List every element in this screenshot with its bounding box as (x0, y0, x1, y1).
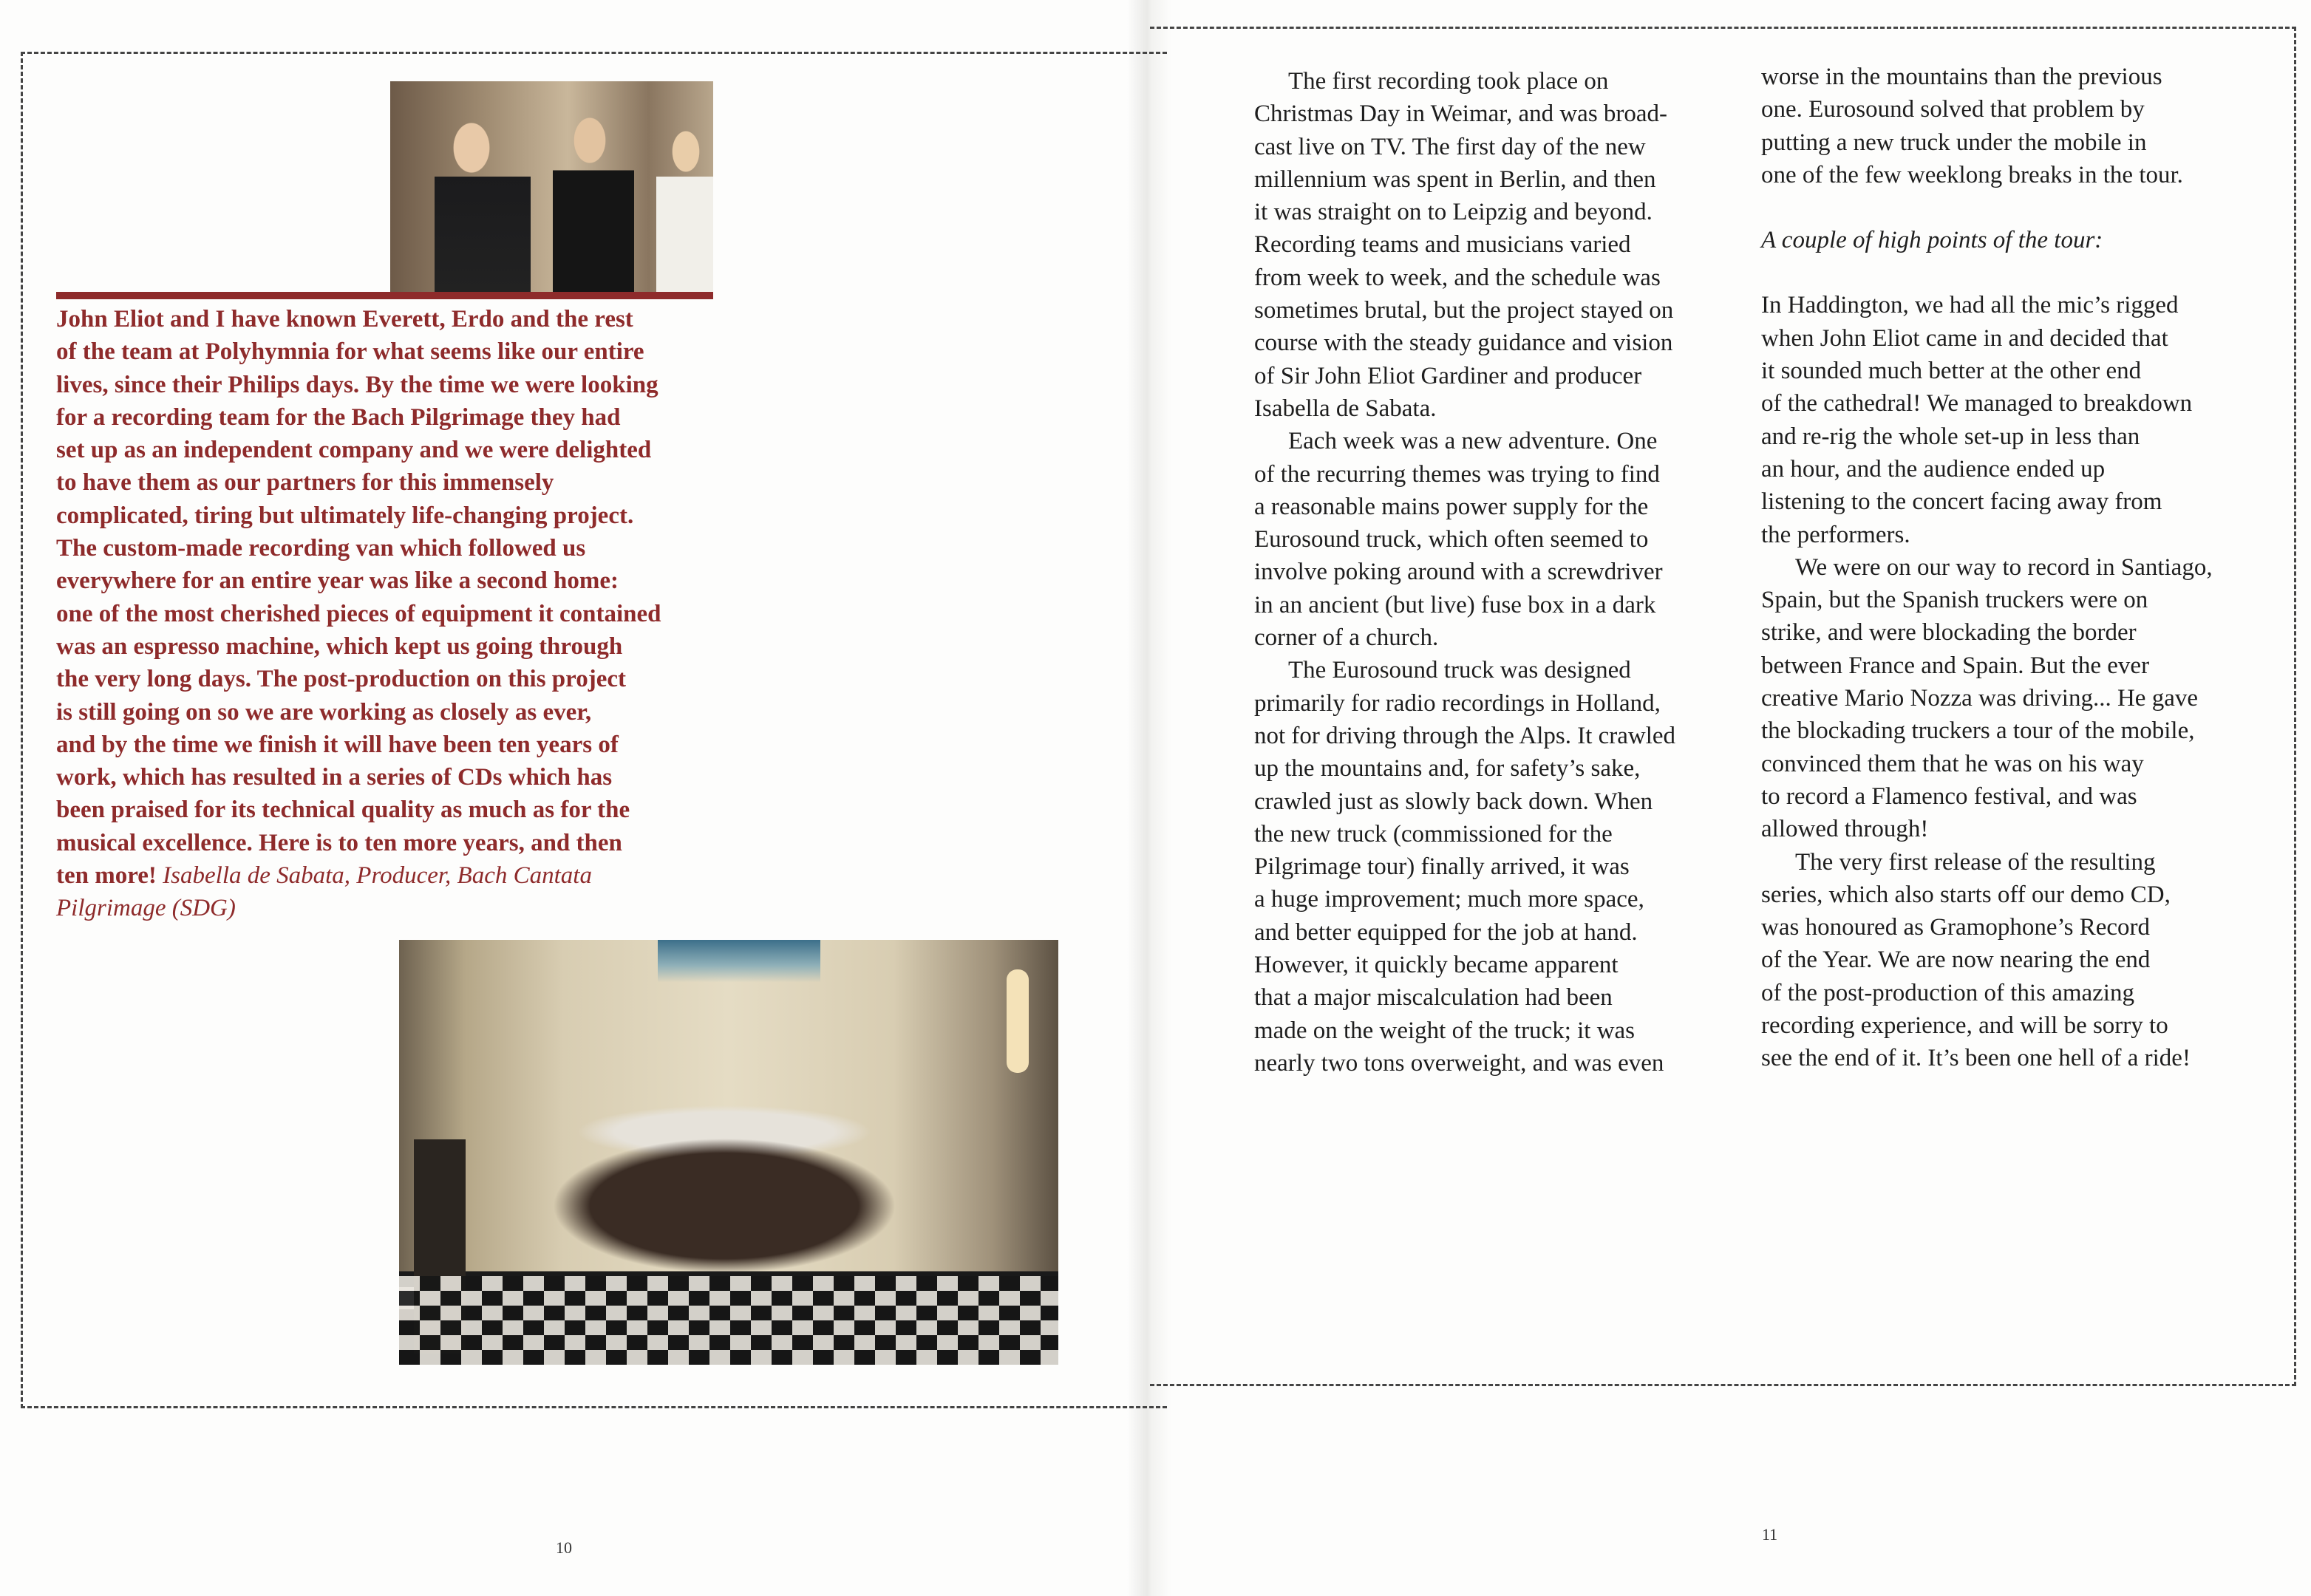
paragraph-line: cast live on TV. The first day of the new (1254, 133, 1646, 160)
paragraph-line: The Eurosound truck was designed (1288, 657, 1631, 684)
quote-line: was an espresso machine, which kept us going through (56, 632, 623, 660)
paragraph-line: creative Mario Nozza was driving... He gave (1761, 685, 2199, 712)
paragraph-line: Eurosound truck, which often seemed to (1254, 526, 1649, 553)
paragraph-line: worse in the mountains than the previous (1761, 64, 2162, 90)
paragraph-line: Recording teams and musicians varied (1254, 231, 1631, 259)
quote-line: the very long days. The post-production on this project (56, 666, 626, 693)
paragraph-line: crawled just as slowly back down. When (1254, 788, 1653, 815)
paragraph-line: of the recurring themes was trying to find (1254, 460, 1660, 488)
quote-line: John Eliot and I have known Everett, Erdo and the rest (56, 306, 633, 332)
paragraph-line: Christmas Day in Weimar, and was broad- (1254, 100, 1668, 128)
spacer (1761, 191, 2213, 224)
paragraph-line: see the end of it. It’s been one hell of a ride! (1761, 1045, 2191, 1072)
paragraph-line: strike, and were blockading the border (1761, 619, 2137, 647)
quote-line: of the team at Polyhymnia for what seems like our entire (56, 338, 644, 366)
paragraph-line: the performers. (1761, 521, 1910, 548)
article-column-2 (1761, 61, 2213, 1075)
quote-line: one of the most cherished pieces of equipment it contained (56, 600, 661, 627)
paragraph-line: Pilgrimage tour) finally arrived, it was (1254, 853, 1630, 881)
quote-line: work, which has resulted in a series of CDs which has (56, 764, 613, 791)
paragraph-line: between France and Spain. But the ever (1761, 652, 2150, 679)
paragraph-line: it sounded much better at the other end (1761, 358, 2142, 385)
paragraph-line: recording experience, and will be sorry to (1761, 1012, 2168, 1040)
quote-line: and by the time we finish it will have been ten years of (56, 731, 619, 758)
paragraph-line: a huge improvement; much more space, (1254, 886, 1644, 913)
paragraph-line: sometimes brutal, but the project stayed on (1254, 297, 1674, 324)
paragraph-line: of the cathedral! We managed to breakdown (1761, 390, 2193, 417)
paragraph-line: involve poking around with a screwdriver (1254, 559, 1663, 586)
quote-line: to have them as our partners for this immensely (56, 469, 554, 497)
paragraph-line: one of the few weeklong breaks in the tour. (1761, 161, 2183, 188)
paragraph-line: the blockading truckers a tour of the mobile, (1761, 717, 2195, 745)
paragraph-line: Isabella de Sabata. (1254, 395, 1437, 422)
paragraph-line: In Haddington, we had all the mic’s rigged (1761, 292, 2179, 319)
quote-line: The custom-made recording van which followed us (56, 535, 586, 562)
paragraph-line: of the Year. We are now nearing the end (1761, 947, 2151, 974)
quote-line: been praised for its technical quality as much as for the (56, 797, 630, 824)
quote-line: for a recording team for the Bach Pilgrimage they had (56, 403, 621, 431)
paragraph-line: We were on our way to record in Santiago, (1795, 553, 2213, 581)
paragraph-line: allowed through! (1761, 816, 1929, 843)
paragraph-line: corner of a church. (1254, 624, 1439, 652)
article-column-1 (1254, 65, 1675, 1080)
paragraph-line: one. Eurosound solved that problem by (1761, 96, 2145, 123)
quote-line: everywhere for an entire year was like a second home: (56, 567, 619, 595)
recording-session-photo (390, 81, 713, 293)
paragraph-line: of the post-production of this amazing (1761, 979, 2134, 1006)
paragraph-line: an hour, and the audience ended up (1761, 455, 2106, 482)
paragraph-line: in an ancient (but live) fuse box in a dark (1254, 591, 1656, 618)
paragraph-line: it was straight on to Leipzig and beyond. (1254, 199, 1653, 226)
paragraph-line: when John Eliot came in and decided that (1761, 324, 2168, 352)
paragraph-line: to record a Flamenco festival, and was (1761, 782, 2137, 810)
paragraph-line: that a major miscalculation had been (1254, 984, 1613, 1012)
paragraph-line: putting a new truck under the mobile in (1761, 129, 2147, 156)
producer-quote (56, 303, 661, 925)
page-number-left: 10 (556, 1538, 572, 1557)
quote-attribution: Pilgrimage (SDG) (56, 895, 236, 922)
paragraph-line: Spain, but the Spanish truckers were on (1761, 587, 2148, 614)
paragraph-line: The first recording took place on (1288, 68, 1609, 95)
subheading: A couple of high points of the tour: (1761, 227, 2103, 254)
paragraph-line: made on the weight of the truck; it was (1254, 1017, 1636, 1044)
paragraph-line: nearly two tons overweight, and was even (1254, 1049, 1664, 1077)
accent-rule (56, 292, 713, 299)
paragraph-line: Each week was a new adventure. One (1288, 428, 1658, 455)
quote-line: lives, since their Philips days. By the time we were looking (56, 371, 658, 398)
paragraph-line: primarily for radio recordings in Holland, (1254, 689, 1661, 717)
paragraph-line: series, which also starts off our demo CD, (1761, 881, 2171, 908)
quote-line: is still going on so we are working as closely as ever, (56, 698, 592, 726)
paragraph-line: was honoured as Gramophone’s Record (1761, 914, 2151, 941)
paragraph-line: up the mountains and, for safety’s sake, (1254, 755, 1641, 782)
paragraph-line: The very first release of the resulting (1795, 848, 2156, 876)
paragraph-line: millennium was spent in Berlin, and then (1254, 166, 1656, 193)
paragraph-line: course with the steady guidance and vision (1254, 330, 1673, 357)
paragraph-line: a reasonable mains power supply for the (1254, 493, 1649, 520)
quote-line (56, 859, 661, 892)
paragraph-line: convinced them that he was on his way (1761, 750, 2144, 777)
quote-line: musical excellence. Here is to ten more years, and then (56, 829, 622, 856)
paragraph-line: from week to week, and the schedule was (1254, 264, 1661, 291)
quote-line: complicated, tiring but ultimately life-changing project. (56, 502, 634, 529)
paragraph-line: However, it quickly became apparent (1254, 952, 1619, 979)
quote-closing: ten more! (56, 862, 157, 890)
quote-line: set up as an independent company and we were delighted (56, 437, 652, 464)
window-light (1007, 969, 1029, 1073)
paragraph-line: and re-rig the whole set-up in less than (1761, 423, 2140, 450)
paragraph-line: not for driving through the Alps. It crawled (1254, 722, 1676, 749)
paragraph-line: of Sir John Eliot Gardiner and producer (1254, 362, 1642, 389)
spacer (1761, 256, 2213, 289)
page-number-right: 11 (1762, 1525, 1778, 1544)
paragraph-line: and better equipped for the job at hand. (1254, 918, 1638, 946)
checkered-floor (399, 1276, 1058, 1365)
choir-orchestra-church-photo (399, 940, 1058, 1365)
paragraph-line: the new truck (commissioned for the (1254, 820, 1613, 848)
paragraph-line: listening to the concert facing away from (1761, 488, 2162, 516)
quote-attribution: Isabella de Sabata, Producer, Bach Cantata (156, 862, 592, 890)
